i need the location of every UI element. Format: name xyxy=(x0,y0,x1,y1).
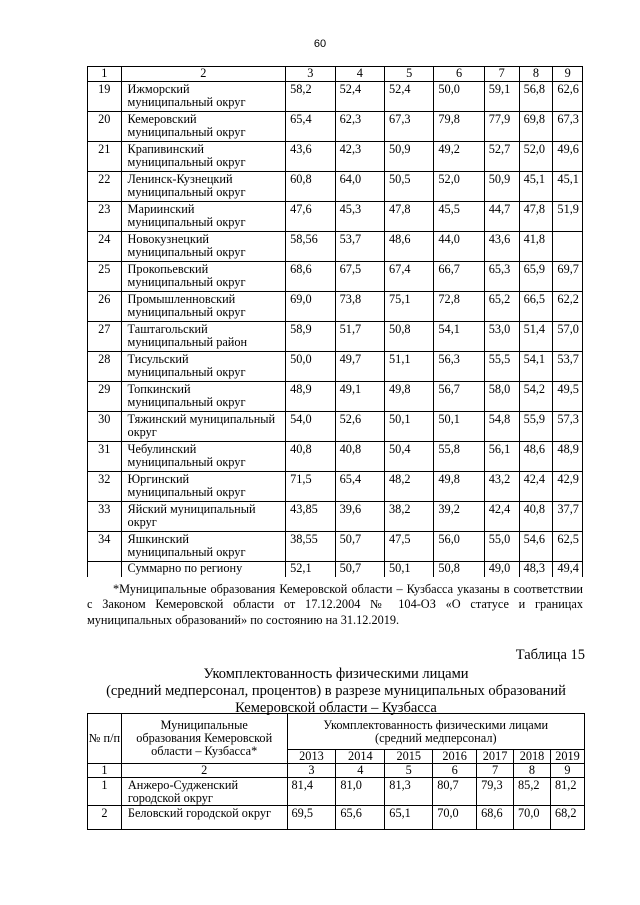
summary-value: 50,7 xyxy=(335,562,384,577)
value-cell: 56,0 xyxy=(434,532,484,562)
year-header: 2014 xyxy=(336,750,385,764)
value-cell: 81,3 xyxy=(385,778,433,806)
value-cell: 54,6 xyxy=(519,532,553,562)
staffing-table-15 xyxy=(87,713,585,830)
value-cell: 51,9 xyxy=(553,202,583,232)
header-num: № п/п xyxy=(88,714,122,764)
year-header: 2016 xyxy=(433,750,477,764)
value-cell: 65,3 xyxy=(484,262,519,292)
value-cell: 69,0 xyxy=(286,292,336,322)
row-number: 2 xyxy=(88,806,122,830)
municipality-name xyxy=(121,322,286,352)
municipality-name-line: муниципальный район xyxy=(127,335,248,350)
value-cell: 68,2 xyxy=(550,806,584,830)
row-number: 32 xyxy=(88,472,122,502)
value-cell: 50,0 xyxy=(286,352,336,382)
value-cell: 47,8 xyxy=(385,202,434,232)
value-cell: 52,6 xyxy=(335,412,384,442)
table-row xyxy=(88,142,583,172)
value-cell: 38,55 xyxy=(286,532,336,562)
value-cell: 53,0 xyxy=(484,322,519,352)
municipality-name-line: Кемеровский xyxy=(127,112,197,126)
value-cell: 79,8 xyxy=(434,112,484,142)
value-cell: 48,9 xyxy=(553,442,583,472)
column-number: 6 xyxy=(433,764,477,778)
value-cell: 67,3 xyxy=(553,112,583,142)
value-cell: 53,7 xyxy=(553,352,583,382)
row-number: 27 xyxy=(88,322,122,352)
column-number: 5 xyxy=(385,67,434,82)
value-cell: 59,1 xyxy=(484,82,519,112)
value-cell: 49,2 xyxy=(434,142,484,172)
municipality-name-line: округ xyxy=(127,425,157,440)
municipality-name-line: Топкинский xyxy=(127,382,191,396)
value-cell: 79,3 xyxy=(477,778,514,806)
table-row xyxy=(88,472,583,502)
year-header: 2019 xyxy=(550,750,584,764)
value-cell: 60,8 xyxy=(286,172,336,202)
value-cell: 43,2 xyxy=(484,472,519,502)
value-cell: 52,0 xyxy=(434,172,484,202)
summary-value: 48,3 xyxy=(519,562,553,577)
municipality-name-line: Анжеро-Судженский xyxy=(127,778,239,792)
value-cell: 55,5 xyxy=(484,352,519,382)
value-cell: 68,6 xyxy=(286,262,336,292)
table-row xyxy=(88,112,583,142)
summary-value: 50,1 xyxy=(385,562,434,577)
row-number: 33 xyxy=(88,502,122,532)
municipality-name xyxy=(121,202,286,232)
municipality-name-line: округ xyxy=(127,515,157,530)
municipality-name xyxy=(121,142,286,172)
value-cell: 50,7 xyxy=(335,532,384,562)
header-municipality-line: области – Кузбасса* xyxy=(151,744,258,758)
table-row xyxy=(88,442,583,472)
municipality-name xyxy=(121,806,287,830)
column-number: 2 xyxy=(121,67,286,82)
value-cell: 55,9 xyxy=(519,412,553,442)
value-cell: 54,1 xyxy=(519,352,553,382)
table-row xyxy=(88,806,585,830)
value-cell: 45,1 xyxy=(519,172,553,202)
municipality-name-line: Яйский муниципальный xyxy=(127,502,256,516)
column-number: 5 xyxy=(385,764,433,778)
value-cell: 48,6 xyxy=(385,232,434,262)
value-cell: 50,1 xyxy=(434,412,484,442)
value-cell: 42,9 xyxy=(553,472,583,502)
value-cell: 58,9 xyxy=(286,322,336,352)
value-cell: 49,1 xyxy=(335,382,384,412)
value-cell: 56,8 xyxy=(519,82,553,112)
value-cell: 45,1 xyxy=(553,172,583,202)
municipality-name-line: Мариинский xyxy=(127,202,195,216)
row-number: 30 xyxy=(88,412,122,442)
summary-value: 52,1 xyxy=(286,562,336,577)
municipality-name-line: Таштагольский xyxy=(127,322,208,336)
municipality-name xyxy=(121,472,286,502)
summary-row xyxy=(88,562,583,577)
value-cell: 45,5 xyxy=(434,202,484,232)
table-row xyxy=(88,532,583,562)
value-cell: 42,4 xyxy=(484,502,519,532)
value-cell: 37,7 xyxy=(553,502,583,532)
staffing-table-continued xyxy=(87,66,583,577)
value-cell: 50,9 xyxy=(484,172,519,202)
table-title-line: (средний медперсонал, процентов) в разрезе муниципальных образований xyxy=(106,683,566,699)
row-number: 21 xyxy=(88,142,122,172)
value-cell: 54,1 xyxy=(434,322,484,352)
value-cell: 40,8 xyxy=(286,442,336,472)
municipality-name-line: муниципальный округ xyxy=(127,275,246,290)
value-cell: 81,4 xyxy=(287,778,336,806)
table-row xyxy=(88,322,583,352)
value-cell xyxy=(553,232,583,262)
column-number: 8 xyxy=(519,67,553,82)
year-header: 2015 xyxy=(385,750,433,764)
value-cell: 47,6 xyxy=(286,202,336,232)
value-cell: 51,4 xyxy=(519,322,553,352)
year-header: 2013 xyxy=(287,750,336,764)
municipality-name xyxy=(121,382,286,412)
table-row xyxy=(88,502,583,532)
value-cell: 49,6 xyxy=(553,142,583,172)
municipality-name xyxy=(121,82,286,112)
value-cell: 67,4 xyxy=(385,262,434,292)
value-cell: 50,5 xyxy=(385,172,434,202)
column-number: 8 xyxy=(514,764,551,778)
value-cell: 43,6 xyxy=(286,142,336,172)
value-cell: 49,7 xyxy=(335,352,384,382)
row-number: 20 xyxy=(88,112,122,142)
value-cell: 54,2 xyxy=(519,382,553,412)
value-cell: 56,1 xyxy=(484,442,519,472)
column-number: 9 xyxy=(550,764,584,778)
value-cell: 68,6 xyxy=(477,806,514,830)
summary-empty-cell xyxy=(88,562,122,577)
value-cell: 52,7 xyxy=(484,142,519,172)
municipality-name-line: муниципальный округ xyxy=(127,155,246,170)
row-number: 19 xyxy=(88,82,122,112)
value-cell: 52,4 xyxy=(385,82,434,112)
value-cell: 38,2 xyxy=(385,502,434,532)
value-cell: 58,2 xyxy=(286,82,336,112)
municipality-name-line: Ижморский xyxy=(127,82,190,96)
municipality-name-line: муниципальный округ xyxy=(127,245,246,260)
table-row xyxy=(88,412,583,442)
value-cell: 39,2 xyxy=(434,502,484,532)
value-cell: 48,6 xyxy=(519,442,553,472)
municipality-name xyxy=(121,502,286,532)
table-row xyxy=(88,778,585,806)
value-cell: 49,5 xyxy=(553,382,583,412)
municipality-name xyxy=(121,292,286,322)
value-cell: 53,7 xyxy=(335,232,384,262)
value-cell: 62,2 xyxy=(553,292,583,322)
value-cell: 55,0 xyxy=(484,532,519,562)
column-number: 4 xyxy=(335,67,384,82)
value-cell: 65,4 xyxy=(335,472,384,502)
municipality-name-line: Беловский городской округ xyxy=(127,806,272,820)
value-cell: 65,6 xyxy=(336,806,385,830)
row-number: 29 xyxy=(88,382,122,412)
value-cell: 42,4 xyxy=(519,472,553,502)
value-cell: 50,4 xyxy=(385,442,434,472)
value-cell: 49,8 xyxy=(434,472,484,502)
year-header: 2018 xyxy=(514,750,551,764)
municipality-name-line: Юргинский xyxy=(127,472,190,486)
municipality-name-line: Крапивинский xyxy=(127,142,204,156)
value-cell: 67,3 xyxy=(385,112,434,142)
value-cell: 56,7 xyxy=(434,382,484,412)
value-cell: 72,8 xyxy=(434,292,484,322)
value-cell: 52,4 xyxy=(335,82,384,112)
table-row xyxy=(88,172,583,202)
value-cell: 85,2 xyxy=(514,778,551,806)
value-cell: 62,3 xyxy=(335,112,384,142)
table-title xyxy=(60,666,612,717)
municipality-name xyxy=(121,172,286,202)
header-municipality-line: образования Кемеровской xyxy=(136,731,273,745)
municipality-name-line: Тяжинский муниципальный xyxy=(127,412,276,426)
value-cell: 51,1 xyxy=(385,352,434,382)
municipality-name-line: муниципальный округ xyxy=(127,305,246,320)
value-cell: 70,0 xyxy=(514,806,551,830)
municipality-name-line: Прокопьевский xyxy=(127,262,209,276)
municipality-name xyxy=(121,778,287,806)
value-cell: 43,85 xyxy=(286,502,336,532)
footnote: *Муниципальные образования Кемеровской области – Кузбасса указаны в соответствии с Законом Кемеровской области от 17.12.2004 № 104-ОЗ «О статусе и границах муниципальных образований» по состоянию на 31.12.2019. xyxy=(87,582,583,627)
table-label: Таблица 15 xyxy=(515,647,585,663)
row-number: 22 xyxy=(88,172,122,202)
value-cell: 80,7 xyxy=(433,778,477,806)
municipality-name-line: Ленинск-Кузнецкий xyxy=(127,172,233,186)
column-number: 7 xyxy=(477,764,514,778)
summary-value: 49,0 xyxy=(484,562,519,577)
municipality-name xyxy=(121,412,286,442)
column-number: 1 xyxy=(88,67,122,82)
value-cell: 43,6 xyxy=(484,232,519,262)
page-number: 60 xyxy=(313,38,327,50)
value-cell: 58,56 xyxy=(286,232,336,262)
value-cell: 65,1 xyxy=(385,806,433,830)
table-row xyxy=(88,382,583,412)
column-number: 3 xyxy=(287,764,336,778)
table-row xyxy=(88,202,583,232)
table-row xyxy=(88,292,583,322)
value-cell: 73,8 xyxy=(335,292,384,322)
value-cell: 81,0 xyxy=(336,778,385,806)
value-cell: 51,7 xyxy=(335,322,384,352)
value-cell: 44,7 xyxy=(484,202,519,232)
value-cell: 50,0 xyxy=(434,82,484,112)
value-cell: 54,8 xyxy=(484,412,519,442)
table-row xyxy=(88,262,583,292)
value-cell: 75,1 xyxy=(385,292,434,322)
value-cell: 48,2 xyxy=(385,472,434,502)
municipality-name-line: муниципальный округ xyxy=(127,455,246,470)
row-number: 24 xyxy=(88,232,122,262)
column-number: 4 xyxy=(336,764,385,778)
value-cell: 62,5 xyxy=(553,532,583,562)
value-cell: 66,7 xyxy=(434,262,484,292)
summary-value: 50,8 xyxy=(434,562,484,577)
value-cell: 52,0 xyxy=(519,142,553,172)
value-cell: 50,8 xyxy=(385,322,434,352)
value-cell: 58,0 xyxy=(484,382,519,412)
value-cell: 65,4 xyxy=(286,112,336,142)
value-cell: 57,0 xyxy=(553,322,583,352)
column-number: 9 xyxy=(553,67,583,82)
municipality-name-line: муниципальный округ xyxy=(127,365,246,380)
value-cell: 70,0 xyxy=(433,806,477,830)
municipality-name-line: Яшкинский xyxy=(127,532,189,546)
value-cell: 47,8 xyxy=(519,202,553,232)
value-cell: 50,9 xyxy=(385,142,434,172)
municipality-name-line: муниципальный округ xyxy=(127,95,246,110)
value-cell: 62,6 xyxy=(553,82,583,112)
value-cell: 71,5 xyxy=(286,472,336,502)
value-cell: 57,3 xyxy=(553,412,583,442)
value-cell: 67,5 xyxy=(335,262,384,292)
value-cell: 69,5 xyxy=(287,806,336,830)
row-number: 25 xyxy=(88,262,122,292)
value-cell: 54,0 xyxy=(286,412,336,442)
municipality-name xyxy=(121,262,286,292)
table-row xyxy=(88,232,583,262)
row-number: 1 xyxy=(88,778,122,806)
header-municipality-line: Муниципальные xyxy=(160,718,248,732)
row-number: 31 xyxy=(88,442,122,472)
row-number: 23 xyxy=(88,202,122,232)
municipality-name-line: муниципальный округ xyxy=(127,545,246,560)
value-cell: 65,9 xyxy=(519,262,553,292)
value-cell: 77,9 xyxy=(484,112,519,142)
value-cell: 48,9 xyxy=(286,382,336,412)
municipality-name xyxy=(121,112,286,142)
municipality-name-line: Тисульский xyxy=(127,352,189,366)
municipality-name-line: муниципальный округ xyxy=(127,485,246,500)
municipality-name xyxy=(121,232,286,262)
municipality-name-line: Чебулинский xyxy=(127,442,197,456)
summary-label: Суммарно по региону xyxy=(121,562,286,577)
year-header: 2017 xyxy=(477,750,514,764)
table-row xyxy=(88,352,583,382)
municipality-name xyxy=(121,352,286,382)
value-cell: 42,3 xyxy=(335,142,384,172)
municipality-name-line: муниципальный округ xyxy=(127,395,246,410)
value-cell: 40,8 xyxy=(335,442,384,472)
column-number-row xyxy=(88,67,583,82)
municipality-name xyxy=(121,442,286,472)
value-cell: 41,8 xyxy=(519,232,553,262)
value-cell: 40,8 xyxy=(519,502,553,532)
column-number-row xyxy=(88,764,585,778)
value-cell: 49,8 xyxy=(385,382,434,412)
table-title-line: Укомплектованность физическими лицами xyxy=(203,666,469,682)
municipality-name-line: Промышленновский xyxy=(127,292,236,306)
row-number: 26 xyxy=(88,292,122,322)
row-number: 28 xyxy=(88,352,122,382)
header-staffing xyxy=(287,714,584,750)
value-cell: 39,6 xyxy=(335,502,384,532)
value-cell: 65,2 xyxy=(484,292,519,322)
header-staffing-line: (средний медперсонал) xyxy=(374,730,497,745)
value-cell: 44,0 xyxy=(434,232,484,262)
column-number: 6 xyxy=(434,67,484,82)
value-cell: 47,5 xyxy=(385,532,434,562)
value-cell: 81,2 xyxy=(550,778,584,806)
column-number: 3 xyxy=(286,67,336,82)
value-cell: 50,1 xyxy=(385,412,434,442)
header-staffing-line: Укомплектованность физическими лицами xyxy=(323,717,549,732)
municipality-name-line: муниципальный округ xyxy=(127,125,246,140)
summary-value: 49,4 xyxy=(553,562,583,577)
municipality-name-line: муниципальный округ xyxy=(127,215,246,230)
municipality-name-line: городской округ xyxy=(127,791,213,805)
value-cell: 66,5 xyxy=(519,292,553,322)
municipality-name-line: Новокузнецкий xyxy=(127,232,210,246)
column-number: 1 xyxy=(88,764,122,778)
value-cell: 64,0 xyxy=(335,172,384,202)
table-row xyxy=(88,82,583,112)
column-number: 2 xyxy=(121,764,287,778)
value-cell: 55,8 xyxy=(434,442,484,472)
municipality-name xyxy=(121,532,286,562)
table-title-line: Кемеровской области – Кузбасса xyxy=(235,700,437,716)
value-cell: 56,3 xyxy=(434,352,484,382)
column-number: 7 xyxy=(484,67,519,82)
row-number: 34 xyxy=(88,532,122,562)
header-municipality xyxy=(121,714,287,764)
municipality-name-line: муниципальный округ xyxy=(127,185,246,200)
value-cell: 69,8 xyxy=(519,112,553,142)
value-cell: 69,7 xyxy=(553,262,583,292)
value-cell: 45,3 xyxy=(335,202,384,232)
